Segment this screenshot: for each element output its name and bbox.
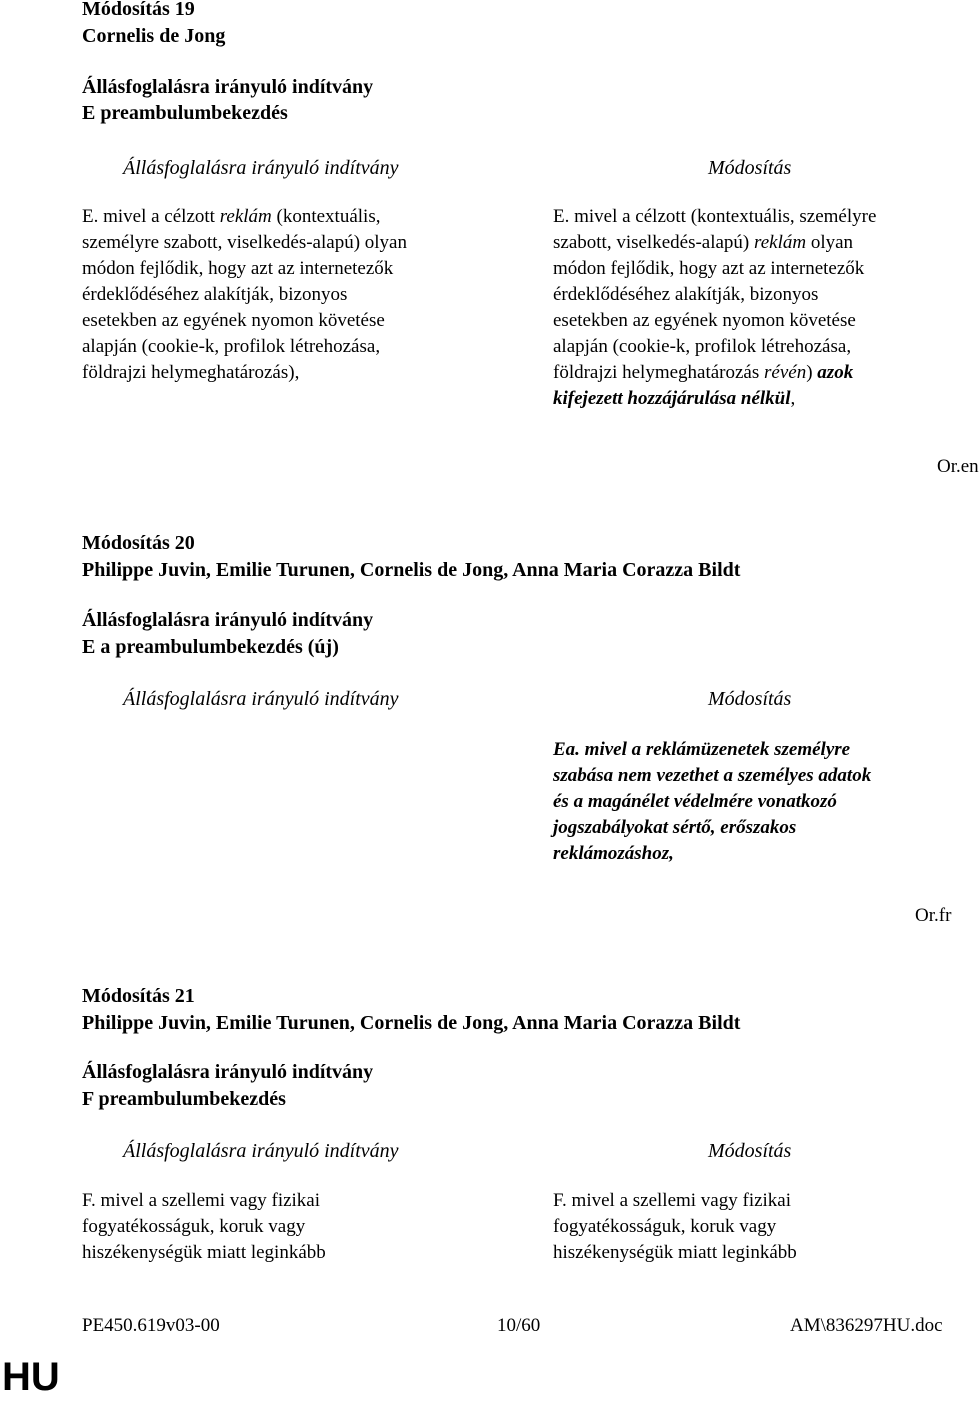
text-run: ,: [790, 388, 796, 409]
amendment-20-doc-type: Állásfoglalásra irányuló indítvány: [82, 609, 374, 631]
text-line: [553, 282, 943, 308]
amendment-20-amended-text: [553, 737, 943, 867]
text-line: [553, 204, 943, 230]
amendment-19-doc-type: Állásfoglalásra irányuló indítvány: [82, 76, 374, 98]
amendment-20-recital: E a preambulumbekezdés (új): [82, 636, 339, 658]
text-line: [82, 334, 472, 360]
text-line: [553, 763, 943, 789]
text-run: érdeklődéséhez alakítják, bizonyos: [82, 284, 348, 305]
text-run: földrajzi helymeghatározás: [553, 362, 765, 383]
text-line: [553, 256, 943, 282]
amendment-21-author: Philippe Juvin, Emilie Turunen, Cornelis de Jong, Anna Maria Corazza Bildt: [82, 1012, 741, 1034]
amendment-20-left-column-header: Állásfoglalásra irányuló indítvány: [123, 688, 399, 710]
amendment-21-right-column-header: Módosítás: [708, 1140, 792, 1162]
amendment-19-original-language: Or.en: [937, 456, 979, 477]
text-run: F. mivel a szellemi vagy fizikai: [553, 1190, 792, 1211]
text-run: (kontextuális,: [271, 206, 381, 227]
amendment-21-doc-type: Állásfoglalásra irányuló indítvány: [82, 1061, 374, 1083]
amendment-19-number: Módosítás 19: [82, 0, 195, 20]
amendment-20-original-language: Or.fr: [915, 905, 952, 926]
amendment-19-left-column-header: Állásfoglalásra irányuló indítvány: [123, 157, 399, 179]
amendment-19-amended-text: [553, 204, 943, 412]
text-line: [553, 1240, 943, 1266]
text-line: [553, 841, 943, 867]
text-run: földrajzi helymeghatározás),: [82, 362, 300, 383]
text-run: személyre szabott, viselkedés-alapú) olyan: [82, 232, 407, 253]
footer-document-reference: PE450.619v03-00: [82, 1315, 220, 1336]
text-run: reklámozáshoz,: [553, 843, 674, 864]
text-run: fogyatékosságuk, koruk vagy: [82, 1216, 306, 1237]
text-run: esetekben az egyének nyomon követése: [82, 310, 385, 331]
text-line: [553, 334, 943, 360]
text-run: esetekben az egyének nyomon követése: [553, 310, 856, 331]
text-run: fogyatékosságuk, koruk vagy: [553, 1216, 777, 1237]
amendment-20-number: Módosítás 20: [82, 532, 195, 554]
amendment-20-right-column-header: Módosítás: [708, 688, 792, 710]
text-line: [553, 737, 943, 763]
text-run: F. mivel a szellemi vagy fizikai: [82, 1190, 321, 1211]
text-line: [82, 204, 472, 230]
amendment-21-amended-text: [553, 1188, 943, 1266]
text-run: révén: [764, 362, 807, 383]
text-run: alapján (cookie-k, profilok létrehozása,: [82, 336, 381, 357]
text-line: [553, 360, 943, 386]
text-run: reklám: [219, 206, 272, 227]
text-run: E. mivel a célzott: [82, 206, 220, 227]
text-line: [82, 1240, 472, 1266]
text-run: olyan: [806, 232, 854, 253]
text-line: [553, 1214, 943, 1240]
amendment-19-recital: E preambulumbekezdés: [82, 102, 288, 124]
text-run: szabása nem vezethet a személyes adatok: [553, 765, 872, 786]
text-line: [553, 815, 943, 841]
footer-page-number: 10/60: [497, 1315, 541, 1336]
amendment-21-left-column-header: Állásfoglalásra irányuló indítvány: [123, 1140, 399, 1162]
text-line: [553, 230, 943, 256]
text-run: E. mivel a célzott (kontextuális, személyre: [553, 206, 877, 227]
text-run: ): [806, 362, 818, 383]
text-run: módon fejlődik, hogy azt az internetezők: [553, 258, 865, 279]
text-line: [82, 1214, 472, 1240]
text-run: érdeklődéséhez alakítják, bizonyos: [553, 284, 819, 305]
text-run: alapján (cookie-k, profilok létrehozása,: [553, 336, 852, 357]
text-run: azok: [817, 362, 854, 383]
text-run: szabott, viselkedés-alapú): [553, 232, 755, 253]
text-line: [82, 308, 472, 334]
text-run: Ea. mivel a reklámüzenetek személyre: [553, 739, 851, 760]
text-line: [82, 230, 472, 256]
text-line: [553, 308, 943, 334]
text-run: hiszékenységük miatt leginkább: [553, 1242, 797, 1263]
text-run: hiszékenységük miatt leginkább: [82, 1242, 326, 1263]
text-line: [82, 1188, 472, 1214]
footer-file-name: AM\836297HU.doc: [790, 1315, 943, 1336]
footer-language-code: HU: [2, 1355, 60, 1399]
text-run: és a magánélet védelmére vonatkozó: [553, 791, 837, 812]
text-line: [82, 256, 472, 282]
amendment-20-author: Philippe Juvin, Emilie Turunen, Cornelis de Jong, Anna Maria Corazza Bildt: [82, 559, 741, 581]
text-line: [553, 1188, 943, 1214]
text-line: [82, 282, 472, 308]
amendment-21-recital: F preambulumbekezdés: [82, 1088, 286, 1110]
text-run: módon fejlődik, hogy azt az internetezők: [82, 258, 394, 279]
text-line: [553, 386, 943, 412]
amendment-21-original-text: [82, 1188, 472, 1266]
amendment-19-right-column-header: Módosítás: [708, 157, 792, 179]
text-line: [82, 360, 472, 386]
amendment-19-original-text: [82, 204, 472, 386]
text-run: jogszabályokat sértő, erőszakos: [553, 817, 797, 838]
text-line: [553, 789, 943, 815]
amendment-19-author: Cornelis de Jong: [82, 25, 226, 47]
text-run: reklám: [754, 232, 807, 253]
amendment-21-number: Módosítás 21: [82, 985, 195, 1007]
text-run: kifejezett hozzájárulása nélkül: [553, 388, 791, 409]
